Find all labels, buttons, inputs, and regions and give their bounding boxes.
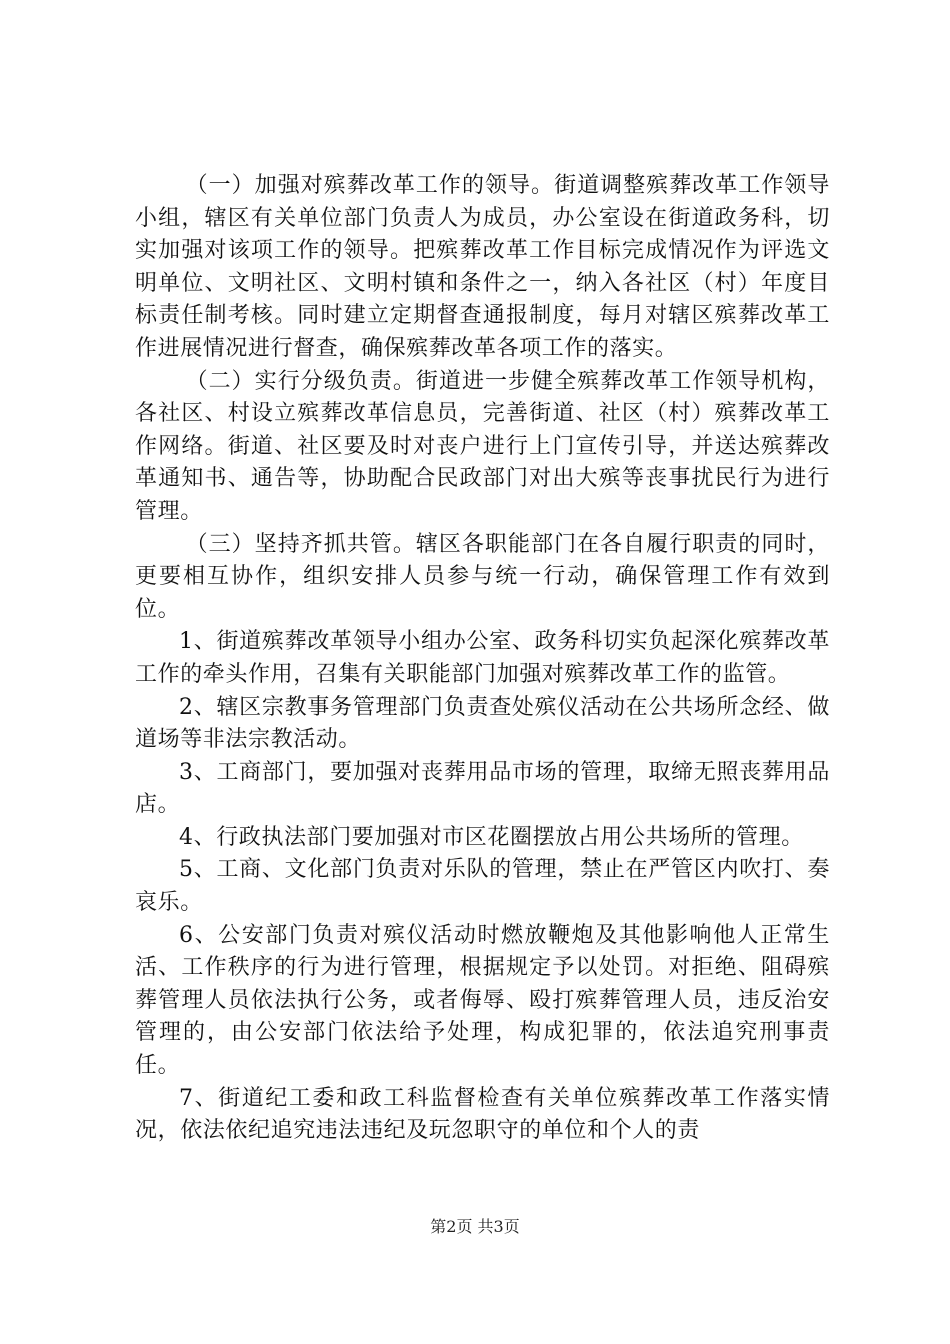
paragraph-item-2: 2、辖区宗教事务管理部门负责查处殡仪活动在公共场所念经、做道场等非法宗教活动。 (135, 694, 830, 753)
paragraph-item-6: 6、公安部门负责对殡仪活动时燃放鞭炮及其他影响他人正常生活、工作秩序的行为进行管理，根据规定予以处罚。对拒绝、阻碍殡葬管理人员依法执行公务，或者侮辱、殴打殡葬管理人员，违反治安管理的，由公安部门依法给予处理，构成犯罪的，依法追究刑事责任。 (135, 922, 830, 1079)
page-number-footer: 第2页 共3页 (430, 1217, 520, 1236)
paragraph-tiered-responsibility: （二）实行分级负责。街道进一步健全殡葬改革工作领导机构，各社区、村设立殡葬改革信息员，完善街道、社区（村）殡葬改革工作网络。街道、社区要及时对丧户进行上门宣传引导，并送达殡葬改革通知书、通告等，协助配合民政部门对出大殡等丧事扰民行为进行管理。 (135, 368, 830, 524)
paragraph-item-4: 4、行政执法部门要加强对市区花圈摆放占用公共场所的管理。 (179, 824, 804, 850)
paragraph-item-3: 3、工商部门，要加强对丧葬用品市场的管理，取缔无照丧葬用品店。 (135, 759, 830, 818)
paragraph-item-1: 1、街道殡葬改革领导小组办公室、政务科切实负起深化殡葬改革工作的牵头作用，召集有关职能部门加强对殡葬改革工作的监管。 (135, 629, 830, 687)
paragraph-item-7: 7、街道纪工委和政工科监督检查有关单位殡葬改革工作落实情况，依法依纪追究违法违纪及玩忽职守的单位和个人的责 (135, 1085, 830, 1144)
paragraph-item-5: 5、工商、文化部门负责对乐队的管理，禁止在严管区内吹打、奏哀乐。 (135, 857, 830, 916)
paragraph-joint-management: （三）坚持齐抓共管。辖区各职能部门在各自履行职责的同时，更要相互协作，组织安排人员参与统一行动，确保管理工作有效到位。 (135, 531, 830, 622)
document-body (135, 170, 830, 1148)
paragraph-leadership: （一）加强对殡葬改革工作的领导。街道调整殡葬改革工作领导小组，辖区有关单位部门负责人为成员，办公室设在街道政务科，切实加强对该项工作的领导。把殡葬改革工作目标完成情况作为评选文明单位、文明社区、文明村镇和条件之一，纳入各社区（村）年度目标责任制考核。同时建立定期督查通报制度，每月对辖区殡葬改革工作进展情况进行督查，确保殡葬改革各项工作的落实。 (135, 173, 830, 361)
